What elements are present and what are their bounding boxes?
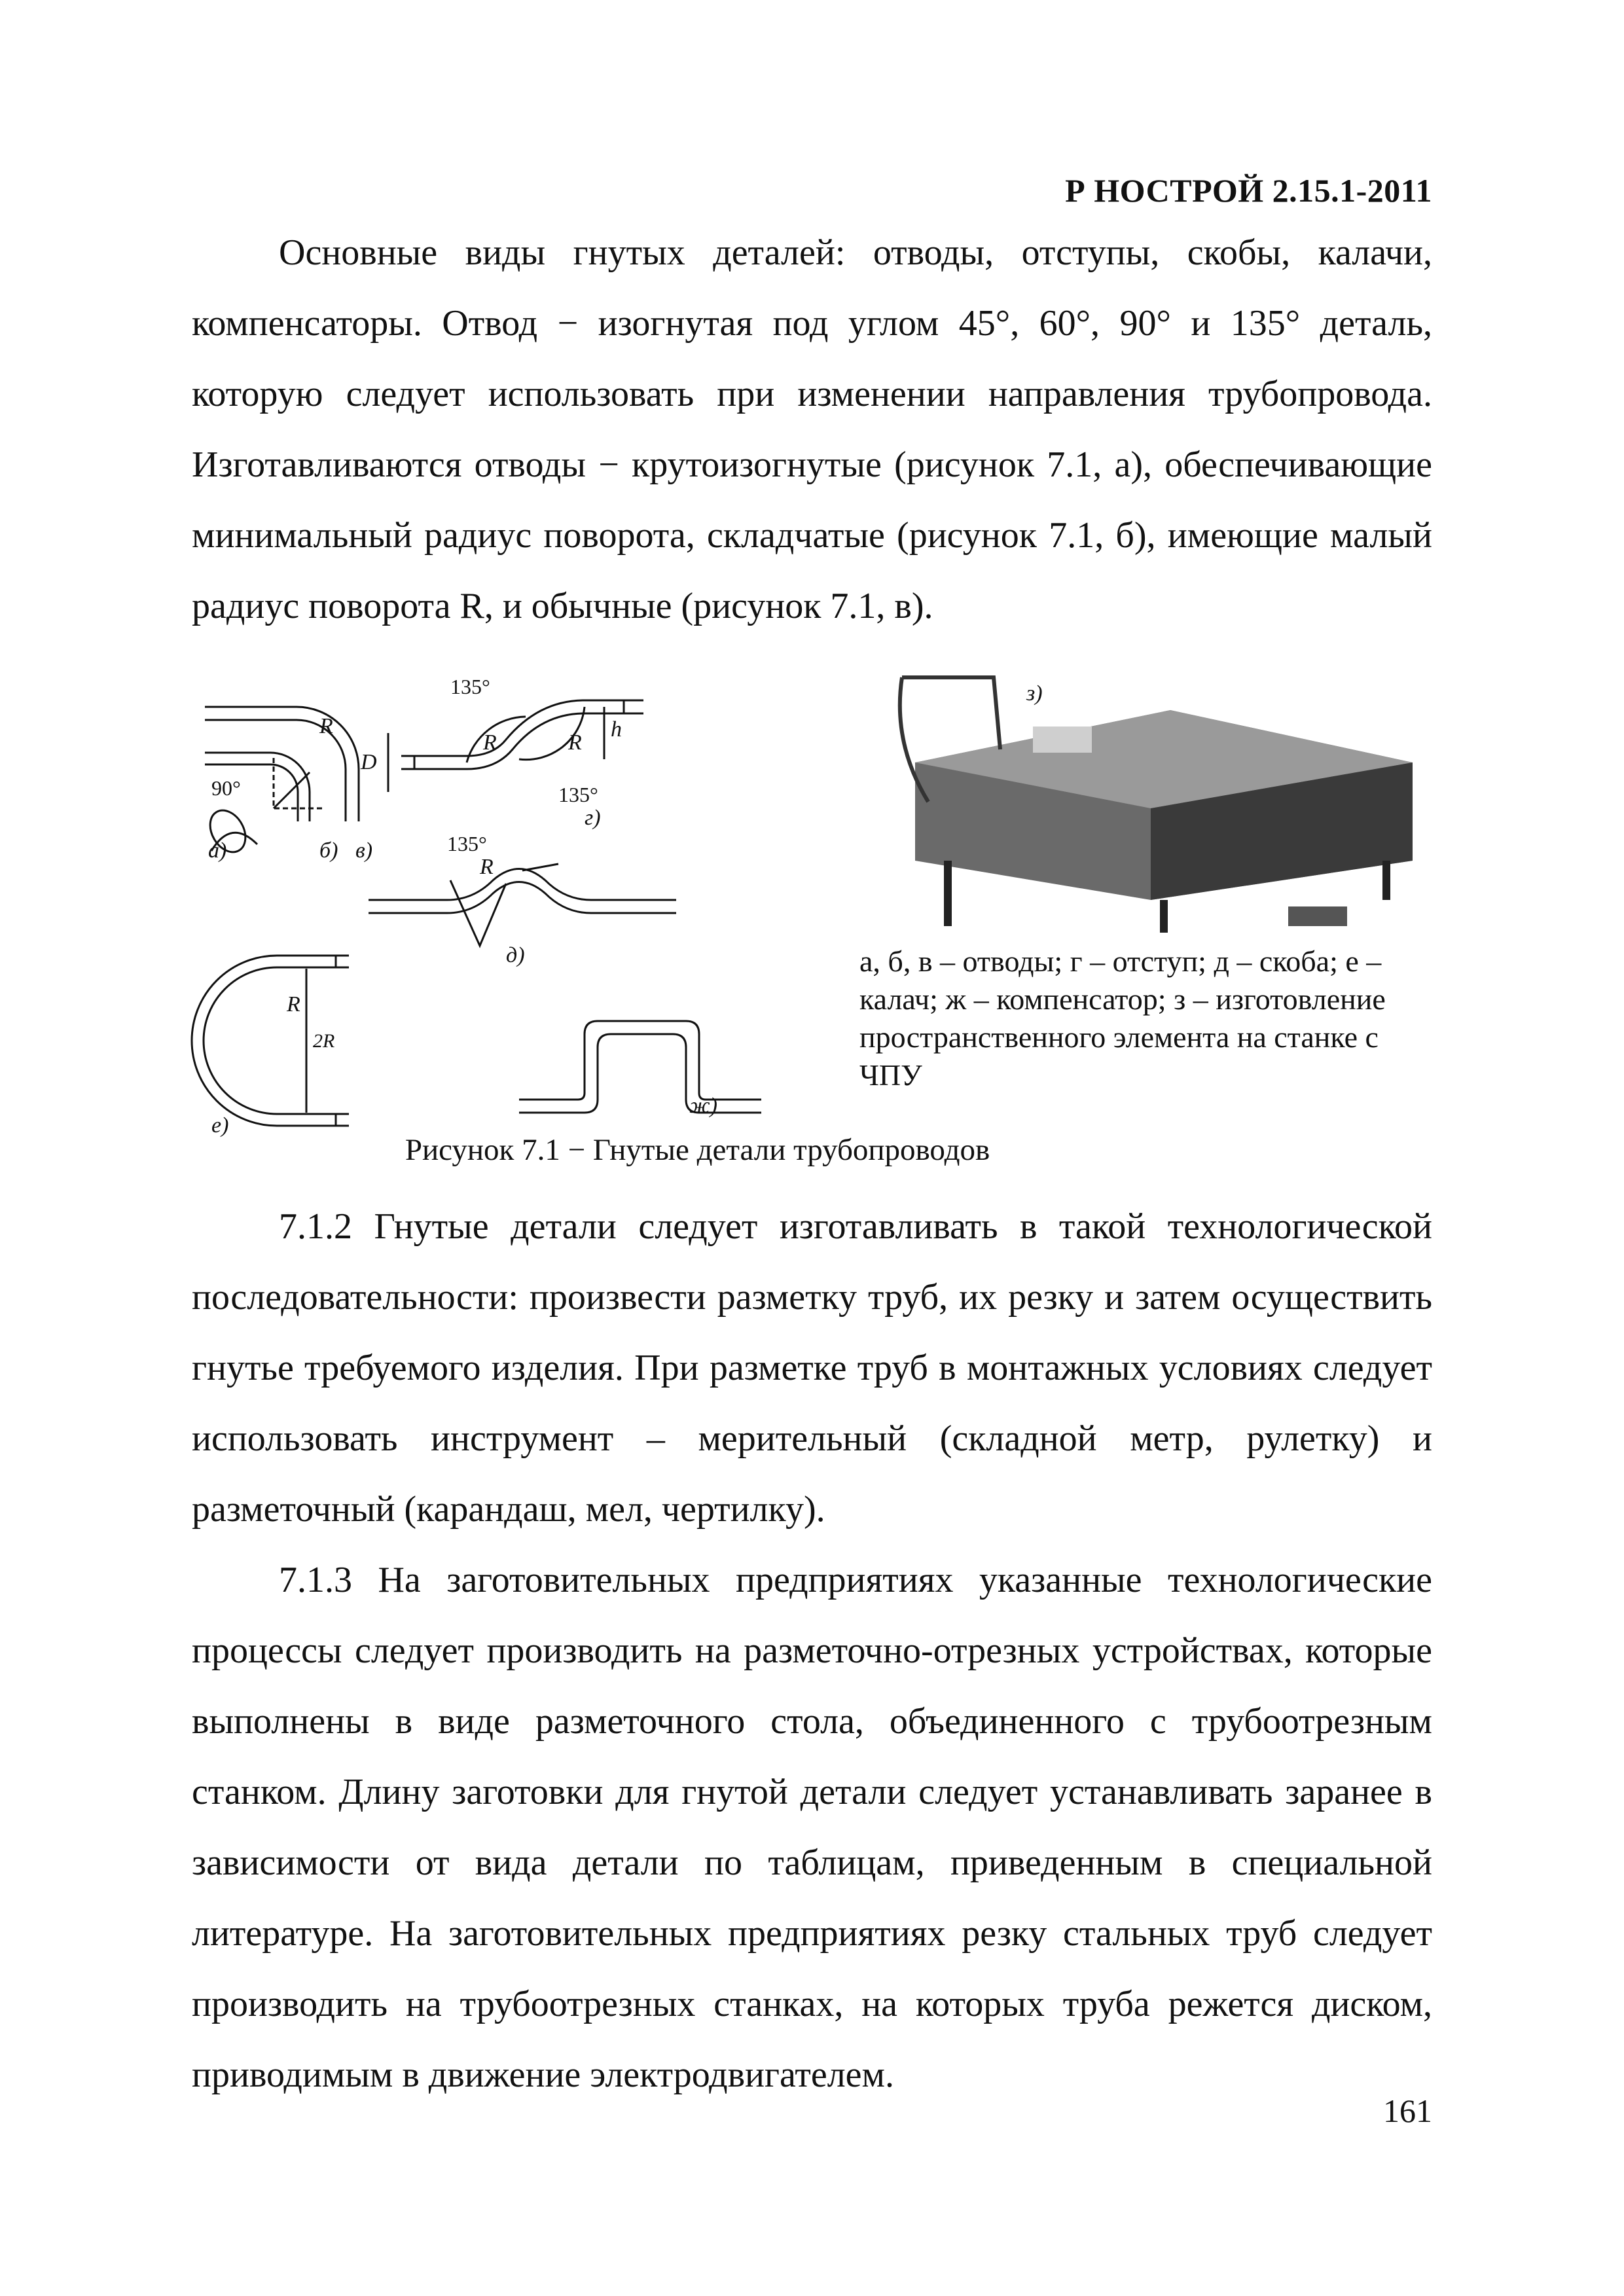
label-g: г)	[585, 806, 601, 830]
label-d: д)	[506, 943, 525, 967]
paragraph-7-1-2: 7.1.2 Гнутые детали следует изготавливать в такой технологической последовательности: произвести разметку труб, их резку и затем осуществить гнутье требуемого изделия. При разметке труб в монтажных условиях следует использовать инструмент – мерительный (складной метр, рулетку) и разметочный (карандаш, мел, чертилку).	[192, 1206, 1432, 1530]
bracket-pipe-bottom	[369, 882, 676, 914]
label-R-ubend: R	[287, 992, 300, 1016]
label-v: в)	[355, 838, 373, 863]
offset-pipe-bottom	[401, 713, 643, 769]
bracket-pipe-top	[369, 869, 676, 901]
label-b: б)	[319, 838, 338, 863]
label-angle-90: 90°	[211, 776, 241, 800]
compensator-inner	[519, 1021, 761, 1100]
bent-parts-drawings	[192, 655, 781, 1138]
document-code-header: Р НОСТРОЙ 2.15.1-2011	[1065, 172, 1432, 209]
bracket-radius-lines	[450, 864, 558, 946]
machine-photo-svg	[889, 664, 1432, 939]
label-e: е)	[211, 1113, 229, 1138]
label-h: h	[611, 717, 622, 742]
label-angle-135-top: 135°	[450, 675, 490, 698]
figure-7-1	[192, 655, 1432, 1165]
page-number: 161	[1383, 2092, 1432, 2129]
paragraph-bent-parts-types: Основные виды гнутых деталей: отводы, отступы, скобы, калачи, компенсаторы. Отвод − изогнутая под углом 45°, 60°, 90° и 135° деталь, которую следует использовать при изменении направления трубопровода. Изготавливаются отводы − крутоизогнутые (рисунок 7.1, а), обеспечивающие минимальный радиус поворота, складчатые (рисунок 7.1, б), имеющие малый радиус поворота R, и обычные (рисунок 7.1, в).	[192, 232, 1432, 626]
label-angle-135-bottom: 135°	[558, 783, 598, 806]
label-R-elbow: R	[319, 714, 333, 738]
label-zh: ж)	[689, 1094, 717, 1118]
label-angle-135-bracket: 135°	[447, 832, 487, 855]
label-D: D	[361, 750, 377, 774]
label-R-bracket: R	[480, 855, 494, 879]
figure-legend: а, б, в – отводы; г – отступ; д – скоба; е – калач; ж – компенсатор; з – изготовление пространственного элемента на станке с ЧПУ	[859, 944, 1386, 1092]
offset-pipe-top	[401, 700, 643, 756]
figure-caption: Рисунок 7.1 − Гнутые детали трубопроводов	[405, 1133, 990, 1167]
compensator-outer	[519, 1034, 761, 1113]
cnc-bending-machine-photo	[889, 664, 1432, 939]
offset-pipe-ends	[414, 700, 624, 769]
label-R-offset-2: R	[568, 730, 582, 755]
paragraph-7-1-3: 7.1.3 На заготовительных предприятиях указанные технологические процессы следует производить на разметочно-отрезных устройствах, которые выполнены в виде разметочного стола, объединенного с трубоотрезным станком. Длину заготовки для гнутой детали следует устанавливать заранее в зависимости от вида детали по таблицам, приведенным в специальной литературе. На заготовительных предприятиях резку стальных труб следует производить на трубоотрезных станках, на которых труба режется диском, приводимым в движение электродвигателем.	[192, 1560, 1432, 2095]
elbow-radius-line	[274, 772, 310, 808]
label-R-offset: R	[483, 730, 497, 755]
label-a: а)	[208, 838, 227, 863]
label-z: з)	[1026, 681, 1043, 706]
label-2R: 2R	[313, 1030, 335, 1052]
pipe-drawings-svg	[192, 655, 781, 1138]
